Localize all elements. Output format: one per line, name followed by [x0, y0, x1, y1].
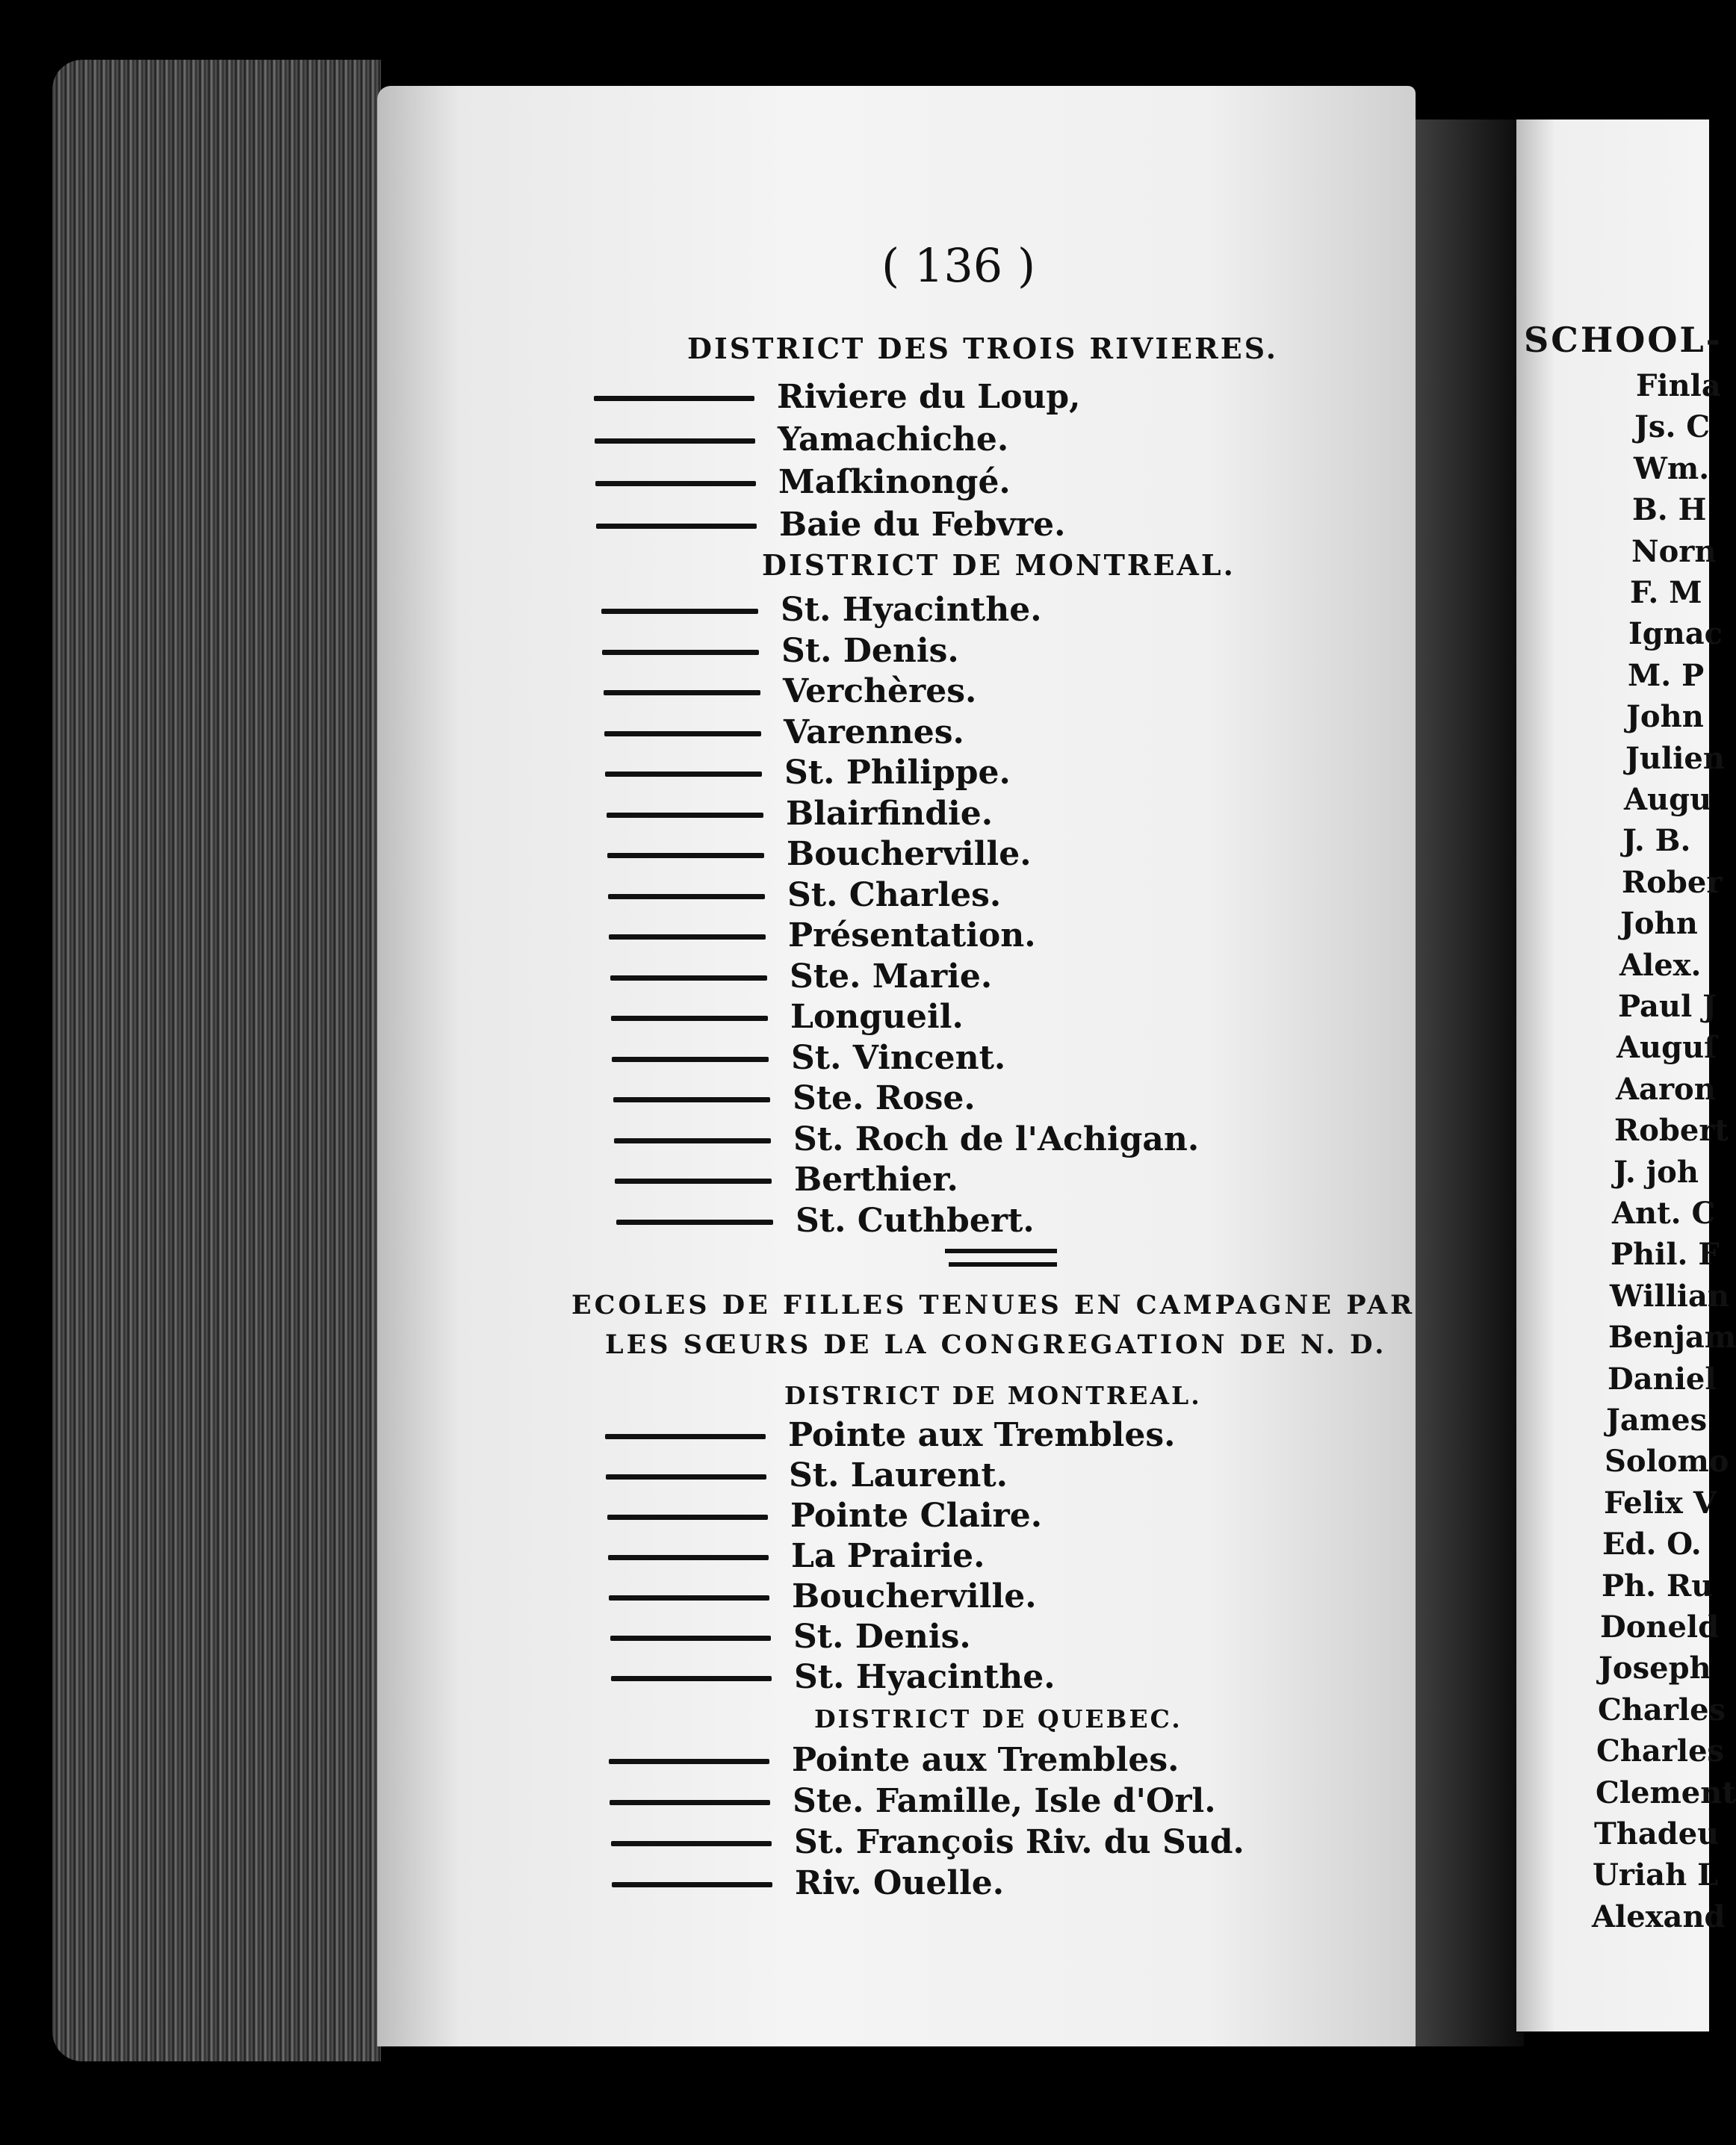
entry-name: Pointe aux Trembles.	[792, 1741, 1179, 1779]
district-montreal-heading: DISTRICT DE MONTREAL.	[762, 548, 1236, 582]
entry-name: Varennes.	[784, 713, 964, 751]
entry-name: St. Hyacinthe.	[781, 591, 1042, 629]
entry-name: Blairfindie.	[786, 794, 993, 833]
right-page-line: Charles	[1596, 1733, 1725, 1769]
girls-montreal-heading: DISTRICT DE MONTREAL.	[784, 1381, 1202, 1410]
right-page-line: Joseph	[1599, 1651, 1711, 1686]
book-gutter	[1404, 119, 1524, 2046]
right-page-line: Wm.	[1634, 450, 1710, 486]
right-page-line: J. joh	[1613, 1154, 1699, 1190]
leader-dash	[605, 772, 762, 777]
entry-name: Riv. Ouelle.	[795, 1864, 1005, 1902]
leader-dash	[609, 1759, 769, 1764]
book-page-edges	[52, 60, 381, 2061]
double-rule-bottom	[949, 1262, 1057, 1267]
leader-dash	[607, 813, 763, 818]
right-page-line: James	[1606, 1403, 1708, 1438]
leader-dash	[611, 1016, 768, 1021]
leader-dash	[613, 1097, 770, 1102]
right-page-line: Doneld	[1600, 1609, 1720, 1645]
leader-dash	[615, 1179, 772, 1184]
leader-dash	[606, 1474, 766, 1480]
right-page-line: F. M	[1630, 575, 1702, 610]
entry-name: St. Cuthbert.	[796, 1201, 1035, 1240]
right-page-line: B. H	[1632, 492, 1707, 528]
entry-name: St. Hyacinthe.	[794, 1658, 1055, 1696]
leader-dash	[608, 1555, 769, 1560]
girls-schools-heading-1: ECOLES DE FILLES TENUES EN CAMPAGNE PAR	[571, 1290, 1416, 1320]
right-page-line: Clement	[1596, 1775, 1736, 1810]
right-page-line: Solomo	[1605, 1444, 1729, 1480]
right-page-line: Willian	[1610, 1278, 1729, 1314]
right-page-line: Ignac	[1628, 616, 1723, 652]
girls-schools-heading-2: LES SŒURS DE LA CONGREGATION DE N. D.	[605, 1329, 1387, 1360]
entry-name: Pointe aux Trembles.	[788, 1416, 1176, 1454]
right-page-line: Ant. C	[1612, 1196, 1716, 1231]
right-page-line: Alex.	[1619, 947, 1702, 983]
entry-name: Verchères.	[783, 672, 977, 710]
entry-name: Yamachiche.	[778, 420, 1009, 459]
right-page-line: Benjam	[1608, 1320, 1736, 1356]
right-page-line: Augu	[1624, 782, 1712, 817]
leader-dash	[611, 1676, 772, 1681]
right-page-line: John	[1626, 699, 1704, 735]
leader-dash	[595, 481, 756, 486]
entry-name: Maſkinongé.	[778, 463, 1011, 501]
entry-name: Ste. Rose.	[793, 1079, 976, 1117]
leader-dash	[596, 524, 757, 529]
right-page-line: Paul J	[1618, 989, 1717, 1024]
entry-name: St. Denis.	[781, 631, 959, 670]
leader-dash	[605, 1434, 766, 1439]
right-page-line: Norn	[1631, 533, 1717, 569]
right-page-line: Ed. O.	[1602, 1527, 1702, 1562]
leader-dash	[608, 894, 765, 899]
entry-name: La Prairie.	[791, 1537, 985, 1575]
entry-name: Boucherville.	[787, 835, 1032, 873]
entry-name: St. Laurent.	[789, 1456, 1008, 1494]
entry-name: Ste. Marie.	[790, 957, 993, 996]
leader-dash	[612, 1882, 772, 1887]
entry-name: Ste. Famille, Isle d'Orl.	[793, 1782, 1216, 1820]
right-page-line: Felix V	[1604, 1485, 1717, 1521]
leader-dash	[616, 1220, 773, 1225]
right-page-line: Finla	[1636, 368, 1721, 403]
entry-name: Longueil.	[790, 998, 964, 1036]
leader-dash	[611, 1841, 772, 1846]
entry-name: Riviere du Loup,	[777, 378, 1081, 416]
entry-name: St. Denis.	[793, 1618, 971, 1656]
right-page-line: Robert	[1614, 1113, 1729, 1149]
entry-name: St. Charles.	[787, 875, 1002, 914]
entry-name: St. Vincent.	[791, 1038, 1006, 1077]
leader-dash	[595, 438, 755, 444]
girls-quebec-heading: DISTRICT DE QUEBEC.	[814, 1704, 1182, 1733]
double-rule-top	[945, 1249, 1057, 1253]
leader-dash	[609, 934, 766, 940]
entry-name: St. Philippe.	[784, 754, 1011, 792]
right-page-line: Ph. Ru	[1602, 1568, 1714, 1604]
leader-dash	[602, 650, 759, 655]
entry-name: Baie du Febvre.	[779, 506, 1066, 544]
right-page-line: M. P	[1628, 657, 1705, 693]
leader-dash	[614, 1138, 771, 1143]
right-page-line: Daniel	[1608, 1361, 1717, 1397]
right-page-line: Auguſ	[1616, 1030, 1717, 1066]
leader-dash	[604, 690, 760, 695]
leader-dash	[607, 853, 764, 858]
right-page-line: Alexand	[1592, 1899, 1726, 1934]
right-page-line: Phil. F	[1611, 1237, 1720, 1273]
leader-dash	[610, 975, 767, 981]
leader-dash	[601, 609, 758, 614]
leader-dash	[604, 731, 761, 736]
entry-name: Pointe Claire.	[790, 1497, 1043, 1535]
entry-name: Présentation.	[788, 916, 1036, 954]
right-page-line: Rober	[1622, 864, 1723, 900]
right-page-heading: SCHOOL-	[1524, 320, 1723, 360]
leader-dash	[612, 1057, 769, 1062]
right-page-line: Julien	[1625, 740, 1725, 776]
leader-dash	[594, 396, 754, 401]
leader-dash	[610, 1636, 771, 1641]
entry-name: Berthier.	[794, 1161, 958, 1199]
leader-dash	[607, 1515, 768, 1520]
leader-dash	[609, 1595, 769, 1601]
right-page-line: Uriah L	[1593, 1857, 1719, 1893]
right-page-line: Aaron	[1616, 1071, 1716, 1107]
right-page-line: Js. C	[1634, 409, 1711, 445]
right-page-line: J. B.	[1622, 823, 1691, 859]
district-trois-rivieres-heading: DISTRICT DES TROIS RIVIERES.	[687, 332, 1278, 365]
right-page-line: Thadeu	[1594, 1816, 1720, 1851]
right-page-line: Charles	[1598, 1692, 1726, 1728]
leader-dash	[610, 1800, 770, 1805]
entry-name: St. François Riv. du Sud.	[794, 1823, 1244, 1861]
page-number: ( 136 )	[881, 238, 1036, 293]
entry-name: Boucherville.	[792, 1577, 1037, 1615]
right-page-line: John	[1620, 906, 1698, 942]
entry-name: St. Roch de l'Achigan.	[793, 1120, 1200, 1158]
